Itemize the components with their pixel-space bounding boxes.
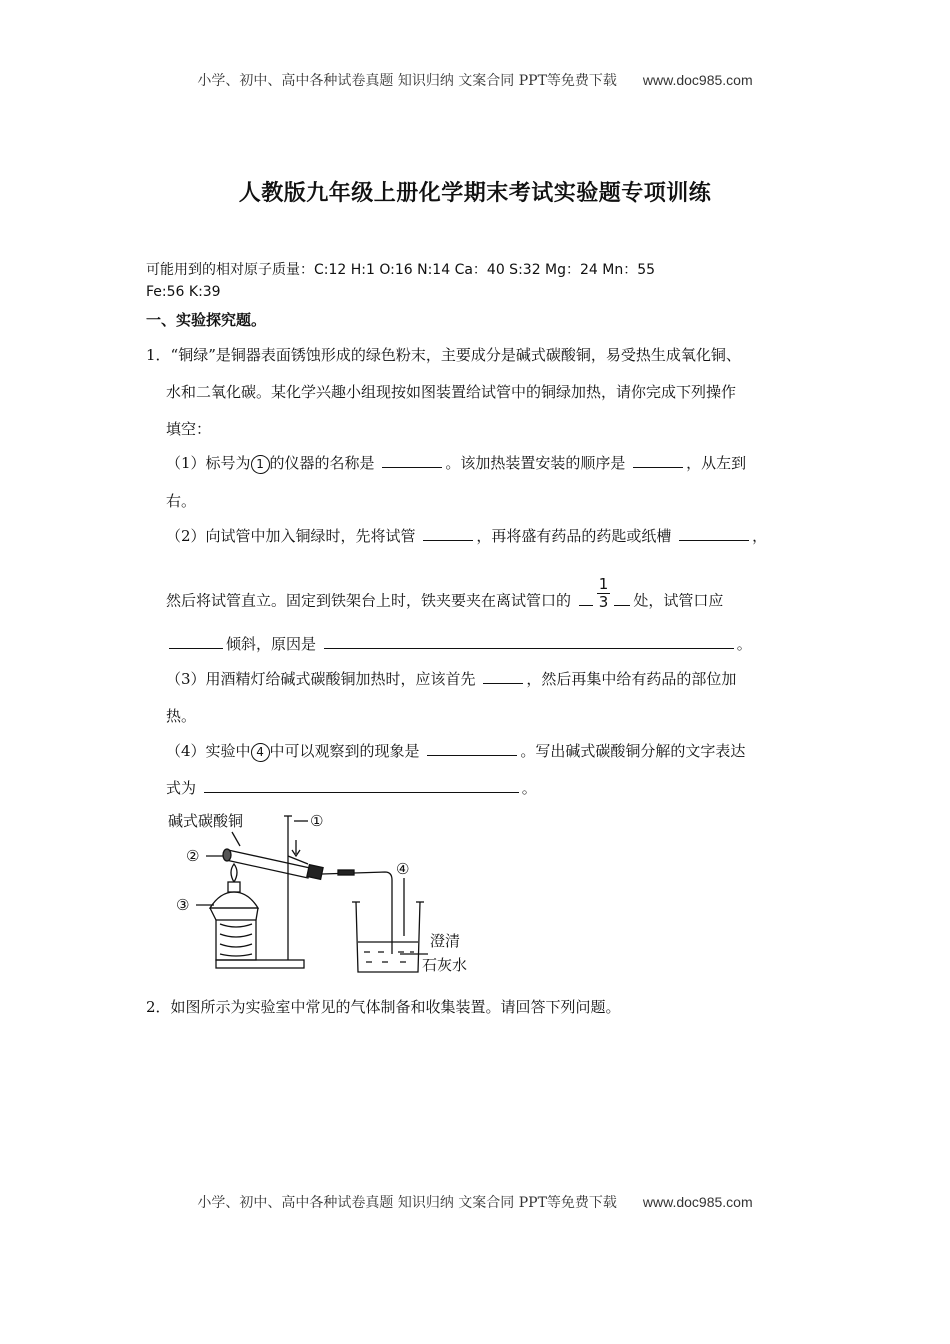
- q1-part-1: [166, 452, 746, 474]
- q1-part-3-cont: 热。: [166, 707, 197, 725]
- answer-blank-2e[interactable]: [324, 634, 734, 649]
- section-heading: 一、实验探究题。: [146, 311, 267, 329]
- rubber-stopper: [307, 865, 323, 880]
- fraction-one-third: [597, 576, 611, 611]
- q1-part-2-line-3: [166, 633, 752, 654]
- label-4: ④: [396, 860, 410, 878]
- q1-p4-text-b: 中可以观察到的现象是: [269, 742, 420, 760]
- q2-text: 如图所示为实验室中常见的气体制备和收集装置。请回答下列问题。: [170, 998, 621, 1016]
- footer-text: 小学、初中、高中各种试卷真题 知识归纳 文案合同 PPT等免费下载: [197, 1195, 617, 1211]
- q1-p2-text-a: （2）向试管中加入铜绿时，先将试管: [166, 527, 416, 545]
- q1-p2-text-b: ，再将盛有药品的药匙或纸槽: [476, 527, 672, 545]
- label-basic-copper-carbonate: 碱式碳酸铜: [168, 812, 244, 830]
- q1-p2-text-g: 。: [736, 635, 752, 653]
- page-header: [0, 70, 950, 90]
- lamp-wick-holder: [228, 882, 240, 892]
- q1-p3-text-a: （3）用酒精灯给碱式碳酸铜加热时，应该首先: [166, 670, 476, 688]
- footer-site[interactable]: www.doc985.com: [642, 1194, 753, 1210]
- lamp-edge-right: [256, 908, 258, 920]
- q1-p2-text-f: 倾斜，原因是: [226, 635, 317, 653]
- label-limewater-1: 澄清: [430, 932, 461, 950]
- q1-p4-text-d: 式为: [166, 779, 197, 797]
- wood-grain: [220, 924, 252, 956]
- leader-line-powder: [232, 832, 240, 846]
- circled-number-1: 1: [251, 455, 270, 474]
- lamp-edge-left: [210, 908, 216, 920]
- header-text: 小学、初中、高中各种试卷真题 知识归纳 文案合同 PPT等免费下载: [197, 73, 617, 89]
- fraction-denominator: 3: [598, 593, 609, 611]
- label-3: ③: [176, 896, 190, 914]
- q1-p1-text-d: ，从左到: [686, 454, 747, 472]
- iron-stand-base: [216, 960, 304, 968]
- atomic-masses-line-1: 可能用到的相对原子质量：C:12 H:1 O:16 N:14 Ca：40 S:32 Mg：24 Mn：55: [146, 262, 656, 278]
- answer-blank-1b[interactable]: [633, 453, 683, 468]
- q1-stem-line-3: 填空：: [166, 420, 212, 438]
- circled-number-4: 4: [251, 743, 270, 762]
- q1-p3-text-b: ，然后再集中给有药品的部位加: [526, 670, 737, 688]
- q1-stem-line-2: 水和二氧化碳。某化学兴趣小组现按如图装置给试管中的铜绿加热，请你完成下列操作: [166, 383, 737, 401]
- label-2: ②: [186, 847, 200, 865]
- q2-number: 2．: [146, 998, 171, 1016]
- rubber-tube-joint: [338, 870, 354, 875]
- copper-carbonate-powder: [223, 849, 231, 861]
- lamp-flame: [231, 864, 237, 882]
- atomic-masses-line-2: Fe:56 K:39: [146, 284, 221, 300]
- alcohol-lamp-body: [210, 892, 258, 908]
- fraction-numerator: 1: [598, 575, 609, 593]
- answer-blank-4b[interactable]: [204, 778, 519, 793]
- answer-blank-2c-left[interactable]: [579, 591, 593, 606]
- q1-stem-line-1: [146, 344, 741, 365]
- q1-part-2-line-2: [166, 575, 724, 619]
- q1-part-1-cont: 右。: [166, 492, 197, 510]
- page-title: 人教版九年级上册化学期末考试实验题专项训练: [238, 181, 712, 206]
- answer-blank-1a[interactable]: [382, 453, 442, 468]
- q1-p2-text-c: ，: [752, 527, 768, 545]
- q1-p1-text-a: （1）标号为: [166, 454, 251, 472]
- q1-p4-text-c: 。写出碱式碳酸铜分解的文字表达: [520, 742, 746, 760]
- answer-blank-2c-right[interactable]: [614, 591, 630, 606]
- q1-p1-text-b: 的仪器的名称是: [269, 454, 375, 472]
- answer-blank-4a[interactable]: [427, 741, 517, 756]
- answer-blank-2d[interactable]: [169, 634, 223, 649]
- answer-blank-2a[interactable]: [423, 526, 473, 541]
- q1-part-4-line-2: [166, 777, 537, 798]
- answer-blank-3a[interactable]: [483, 669, 523, 684]
- q2-line: [146, 996, 621, 1017]
- q1-part-4: [166, 740, 745, 762]
- q1-part-2: [166, 525, 767, 546]
- q1-p2-text-d: 然后将试管直立。固定到铁架台上时，铁夹要夹在离试管口的: [166, 591, 572, 610]
- page-footer: [0, 1192, 950, 1212]
- header-site[interactable]: www.doc985.com: [642, 72, 753, 88]
- label-limewater-2: 石灰水: [422, 956, 468, 974]
- q1-number: 1．: [146, 346, 171, 364]
- clamp-arm: [288, 856, 308, 864]
- q1-part-3: [166, 668, 736, 689]
- answer-blank-2b[interactable]: [679, 526, 749, 541]
- q1-p4-text-a: （4）实验中: [166, 742, 251, 760]
- q1-stem-text-1: “铜绿”是铜器表面锈蚀形成的绿色粉末，主要成分是碱式碳酸铜，易受热生成氧化铜、: [170, 346, 741, 364]
- heating-apparatus-figure: [160, 806, 490, 980]
- q1-p2-text-e: 处，试管口应: [633, 591, 724, 610]
- q1-p4-text-e: 。: [521, 779, 537, 797]
- q1-p1-text-c: 。该加热装置安装的顺序是: [445, 454, 626, 472]
- label-1: ①: [310, 812, 324, 830]
